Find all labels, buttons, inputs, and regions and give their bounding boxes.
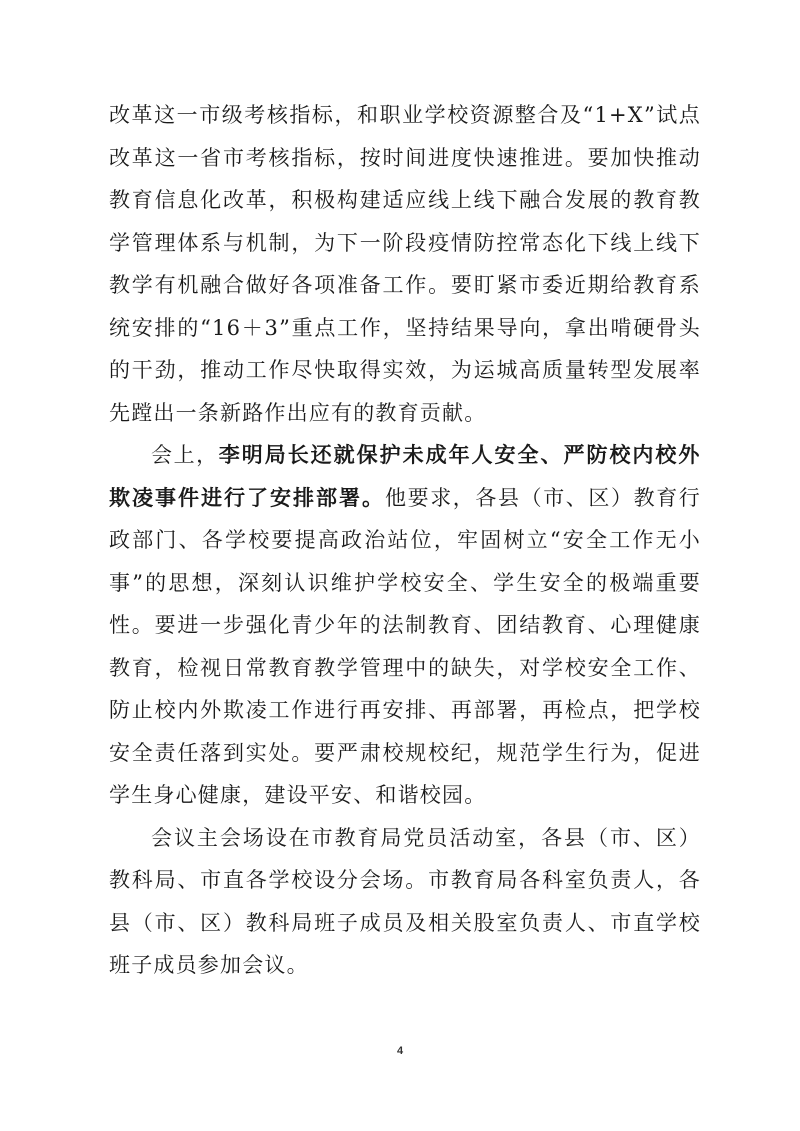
page-number: 4 — [396, 1045, 404, 1057]
paragraph-continuation: 改革这一市级考核指标，和职业学校资源整合及“1+X”试点改革这一省市考核指标，按时间进度快速推进。要加快推动教育信息化改革，积极构建适应线上线下融合发展的教育教学管理体系与机制，为下一阶段疫情防控常态化下线上线下教学有机融合做好各项准备工作。要盯紧市委近期给教育系统安排的“16＋3”重点工作，坚持结果导向，拿出啃硬骨头的干劲，推动工作尽快取得实效，为运城高质量转型发展率先蹚出一条新路作出应有的教育贡献。 — [109, 103, 701, 425]
paragraph-lead: 会上， — [151, 443, 219, 467]
body-text — [109, 94, 701, 987]
paragraph-rest: 他要求，各县（市、区）教育行政部门、各学校要提高政治站位，牢固树立“安全工作无小事”的思想，深刻认识维护学校安全、学生安全的极端重要性。要进一步强化青少年的法制教育、团结教育、心理健康教育，检视日常教育教学管理中的缺失，对学校安全工作、防止校内外欺凌工作进行再安排、再部署，再检点，把学校安全责任落到实处。要严肃校规校纪，规范学生行为，促进学生身心健康，建设平安、和谐校园。 — [109, 485, 701, 807]
paragraph-bold-highlight: 李明局长还就保护未成年人安全、严防校内校外欺凌事件进行了安排部署。 — [109, 443, 701, 510]
paragraph-venue: 会议主会场设在市教育局党员活动室，各县（市、区）教科局、市直各学校设分会场。市教育局各科室负责人，各县（市、区）教科局班子成员及相关股室负责人、市直学校班子成员参加会议。 — [109, 825, 701, 977]
paragraph-meeting-safety — [109, 434, 701, 817]
